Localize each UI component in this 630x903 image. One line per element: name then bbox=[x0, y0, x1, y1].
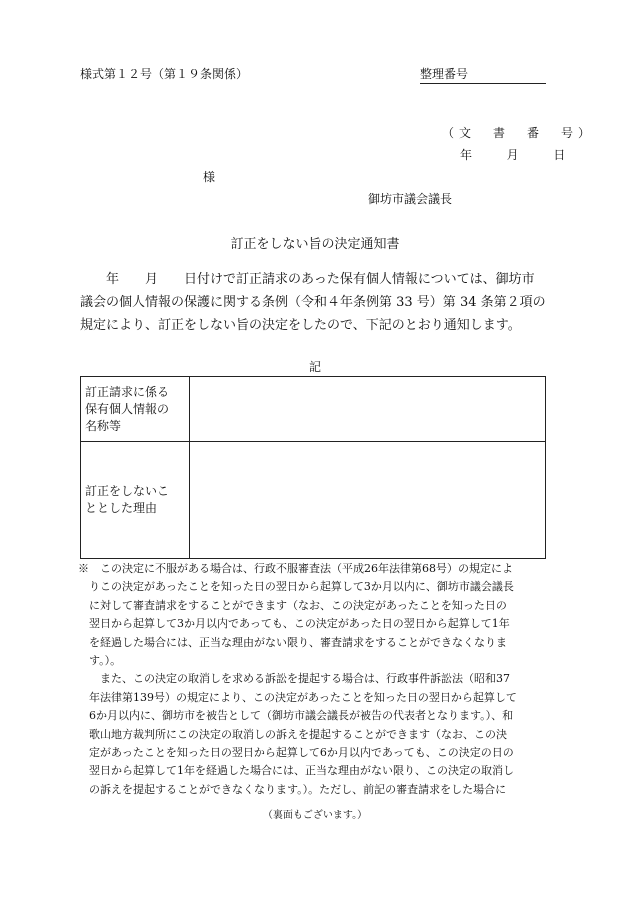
note-line: 定があったことを知った日の翌日から起算して6か月以内であっても、この決定の日の bbox=[78, 746, 514, 760]
row-value-info-name bbox=[190, 377, 546, 442]
note-line: す。）。 bbox=[78, 654, 122, 668]
note-line: また、この決定の取消しを求める訴訟を提起する場合は、行政事件訴訟法（昭和37 bbox=[78, 672, 510, 686]
note-line: 翌日から起算して3か月以内であっても、この決定があった日の翌日から起算して1年 bbox=[78, 617, 510, 631]
label-line: 名称等 bbox=[85, 418, 122, 433]
row-value-reason bbox=[190, 442, 546, 559]
note-line: 翌日から起算して1年を経過した場合には、正当な理由がない限り、この決定の取消し bbox=[78, 764, 514, 778]
record-heading: 記 bbox=[308, 360, 321, 374]
appeal-notes bbox=[78, 560, 548, 799]
label-line: 保有個人情報の bbox=[85, 401, 170, 416]
note-line: を経過した場合には、正当な理由がない限り、審査請求をすることができなくなりま bbox=[78, 635, 507, 649]
label-line: 訂正をしないこ bbox=[85, 484, 170, 498]
document-title: 訂正をしない旨の決定通知書 bbox=[230, 237, 400, 252]
note-line: に対して審査請求をすることができます（なお、この決定があったことを知った日の bbox=[78, 598, 507, 612]
body-line: 議会の個人情報の保護に関する条例（令和４年条例第 33 号）第 34 条第２項の bbox=[80, 295, 546, 310]
form-number-label: 様式第１２号（第１９条関係） bbox=[80, 67, 249, 81]
body-line: 規定により、訂正をしない旨の決定をしたので、下記のとおり通知します。 bbox=[80, 318, 521, 333]
note-line: 歌山地方裁判所にこの決定の取消しの訴えを提起することができます（なお、この決 bbox=[78, 727, 507, 741]
table-row bbox=[81, 442, 546, 559]
document-number: （文 書 番 号） bbox=[442, 126, 596, 140]
issue-date bbox=[460, 146, 565, 163]
body-paragraph bbox=[80, 268, 550, 337]
label-line: ととした理由 bbox=[85, 501, 158, 515]
date-month: 月 bbox=[506, 148, 519, 162]
table-row bbox=[81, 377, 546, 442]
row-label-reason bbox=[81, 442, 190, 559]
date-day: 日 bbox=[553, 148, 566, 162]
note-line: の訴えを提起することができなくなります。）。ただし、前記の審査請求をした場合に bbox=[78, 782, 507, 796]
reference-number-label: 整理番号 bbox=[420, 67, 469, 81]
note-line: 6か月以内に、御坊市を被告として（御坊市議会議長が被告の代表者となります。）、和 bbox=[78, 709, 514, 723]
body-line: 年 月 日付けで訂正請求のあった保有個人情報については、御坊市 bbox=[80, 272, 535, 287]
sender-name: 御坊市議会議長 bbox=[368, 192, 453, 206]
record-table bbox=[80, 376, 546, 559]
reference-number-field bbox=[420, 65, 546, 84]
addressee-suffix: 様 bbox=[203, 170, 216, 184]
label-line: 訂正請求に係る bbox=[85, 384, 170, 399]
row-label-info-name bbox=[81, 377, 190, 442]
continued-on-back-note: （裏面もございます。） bbox=[262, 810, 368, 821]
note-line: りこの決定があったことを知った日の翌日から起算して3か月以内に、御坊市議会議長 bbox=[78, 580, 514, 594]
note-line: 年法律第139号）の規定により、この決定があったことを知った日の翌日から起算して bbox=[78, 690, 517, 704]
date-year: 年 bbox=[460, 148, 473, 162]
note-line: ※ この決定に不服がある場合は、行政不服審査法（平成26年法律第68号）の規定によ bbox=[78, 562, 513, 575]
